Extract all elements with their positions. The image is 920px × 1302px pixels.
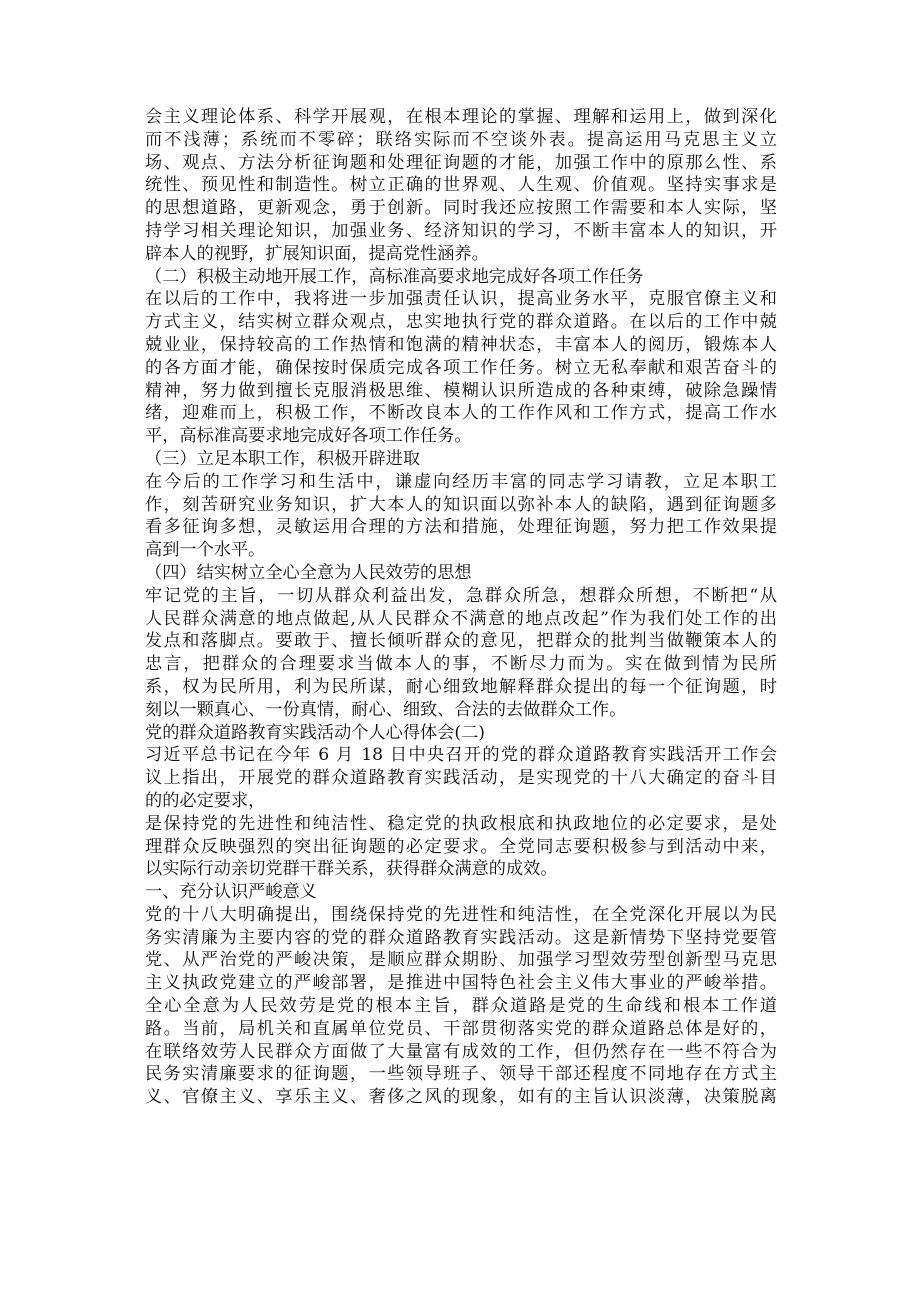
text-line: 刻以一颗真心、一份真情，耐心、细致、合法的去做群众工作。 bbox=[145, 699, 627, 720]
text-line: 发点和落脚点。要敢于、擅长倾听群众的意见，把群众的批判当做鞭策本人的 bbox=[145, 631, 777, 652]
text-line: 的各方面才能，确保按时保质完成各项工作任务。树立无私奉献和艰苦奋斗的 bbox=[145, 357, 777, 378]
text-line: （二）积极主动地开展工作，高标准高要求地完成好各项工作任务 bbox=[145, 266, 644, 287]
text-line: 党的十八大明确提出，围绕保持党的先进性和纯洁性，在全党深化开展以为民 bbox=[145, 904, 777, 925]
text-line: 平，高标准高要求地完成好各项工作任务。 bbox=[145, 426, 472, 447]
text-line: 忠言，把群众的合理要求当做本人的事，不断尽力而为。实在做到情为民所 bbox=[145, 654, 777, 675]
text-line: （三）立足本职工作，积极开辟进取 bbox=[145, 448, 421, 469]
text-line: 人民群众满意的地点做起,从人民群众不满意的地点改起”作为我们处工作的出 bbox=[145, 608, 777, 629]
text-line: 路。当前，局机关和直属单位党员、干部贯彻落实党的群众道路总体是好的， bbox=[145, 1018, 777, 1039]
text-line: 高到一个水平。 bbox=[145, 540, 266, 561]
text-line: 作，刻苦研究业务知识，扩大本人的知识面以弥补本人的缺陷，遇到征询题多 bbox=[145, 494, 777, 515]
text-line: 的思想道路，更新观念，勇于创新。同时我还应按照工作需要和本人实际，坚 bbox=[145, 198, 777, 219]
text-line: 牢记党的主旨，一切从群众利益出发，急群众所急，想群众所想，不断把“从 bbox=[145, 585, 777, 606]
text-line: 精神，努力做到擅长克服消极思维、模糊认识所造成的各种束缚，破除急躁情 bbox=[145, 380, 777, 401]
text-line: 党、从严治党的严峻决策，是顺应群众期盼、加强学习型效劳型创新型马克思 bbox=[145, 950, 777, 971]
text-line: 务实清廉为主要内容的党的群众道路教育实践活动。这是新情势下坚持党要管 bbox=[145, 927, 777, 948]
text-line: 会主义理论体系、科学开展观，在根本理论的掌握、理解和运用上，做到深化 bbox=[145, 107, 777, 127]
text-line: 在以后的工作中，我将进一步加强责任认识，提高业务水平，克服官僚主义和 bbox=[145, 289, 777, 310]
text-line: 在今后的工作学习和生活中，谦虚向经历丰富的同志学习请教，立足本职工 bbox=[145, 471, 777, 492]
text-line: 全心全意为人民效劳是党的根本主旨，群众道路是党的生命线和根本工作道 bbox=[145, 996, 777, 1017]
text-line: 一、充分认识严峻意义 bbox=[145, 882, 317, 903]
text-line: 统性、预见性和制造性。树立正确的世界观、人生观、价值观。坚持实事求是 bbox=[145, 175, 777, 196]
text-line: 议上指出，开展党的群众道路教育实践活动，是实现党的十八大确定的奋斗目 bbox=[145, 768, 777, 789]
text-line: 方式主义，结实树立群众观点，忠实地执行党的群众道路。在以后的工作中兢 bbox=[145, 312, 777, 333]
text-line: 持学习相关理论知识，加强业务、经济知识的学习，不断丰富本人的知识，开 bbox=[145, 220, 777, 241]
text-line: 而不浅薄；系统而不零碎；联络实际而不空谈外表。提高运用马克思主义立 bbox=[145, 129, 777, 150]
text-line: 理群众反映强烈的突出征询题的必定要求。全党同志要积极参与到活动中来， bbox=[145, 836, 777, 857]
text-line: 场、观点、方法分析征询题和处理征询题的才能，加强工作中的原那么性、系 bbox=[145, 152, 777, 173]
text-line: 辟本人的视野，扩展知识面，提高党性涵养。 bbox=[145, 243, 489, 264]
text-line: 在联络效劳人民群众方面做了大量富有成效的工作，但仍然存在一些不符合为 bbox=[145, 1041, 777, 1062]
text-line: 看多征询多想，灵敏运用合理的方法和措施，处理征询题，努力把工作效果提 bbox=[145, 517, 777, 538]
text-line: 主义执政党建立的严峻部署，是推进中国特色社会主义伟大事业的严峻举措。 bbox=[145, 973, 777, 994]
text-line: （四）结实树立全心全意为人民效劳的思想 bbox=[145, 562, 472, 583]
text-line: 绪，迎难而上，积极工作，不断改良本人的工作作风和工作方式，提高工作水 bbox=[145, 403, 777, 424]
text-line: 义、官僚主义、享乐主义、奢侈之风的现象，如有的主旨认识淡薄，决策脱离 bbox=[145, 1087, 777, 1108]
text-line: 的的必定要求， bbox=[145, 790, 266, 811]
document-body bbox=[145, 106, 777, 1109]
text-line: 习近平总书记在今年 6 月 18 日中央召开的党的群众道路教育实践活开工作会 bbox=[145, 745, 777, 766]
text-line: 党的群众道路教育实践活动个人心得体会(二) bbox=[145, 722, 485, 743]
text-line: 兢业业，保持较高的工作热情和饱满的精神状态，丰富本人的阅历，锻炼本人 bbox=[145, 334, 777, 355]
text-line: 系，权为民所用，利为民所谋，耐心细致地解释群众提出的每一个征询题，时 bbox=[145, 676, 777, 697]
text-line: 以实际行动亲切党群干群关系，获得群众满意的成效。 bbox=[145, 859, 558, 880]
text-line: 民务实清廉要求的征询题，一些领导班子、领导干部还程度不同地存在方式主 bbox=[145, 1064, 777, 1085]
text-line: 是保持党的先进性和纯洁性、稳定党的执政根底和执政地位的必定要求，是处 bbox=[145, 813, 777, 834]
